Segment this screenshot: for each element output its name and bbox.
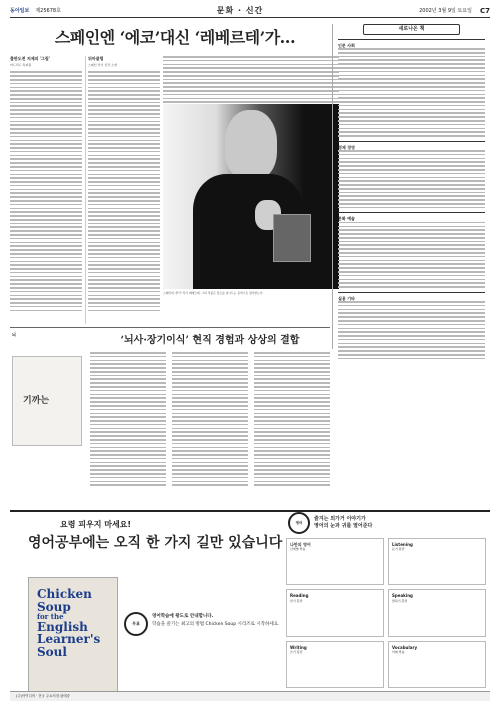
col1-body-text	[10, 71, 82, 311]
sidebar-category-economy: 경제 경영	[338, 141, 485, 150]
col1-byline: 마드리드 특파원	[10, 63, 32, 68]
col2-body-text	[88, 71, 160, 311]
paper-name: 동아일보	[10, 8, 30, 15]
ad-product-3: Reading 읽기 훈련	[286, 589, 384, 636]
sidebar-text-2	[338, 150, 485, 208]
masthead	[10, 6, 490, 18]
section-title: 문화 · 신간	[216, 6, 264, 16]
ad-offer-circle: 무료	[124, 612, 148, 636]
sidebar-text-1	[338, 48, 485, 137]
sidebar-text-4	[338, 301, 485, 359]
ad-right-circle: 영어	[288, 512, 310, 534]
new-books-sidebar	[332, 24, 485, 349]
headline: 스페인엔 ‘에코’대신 ‘레베르테’가…	[54, 28, 296, 47]
col3-top-text	[163, 56, 339, 111]
story2-col2	[172, 352, 248, 486]
sidebar-category-culture: 문화 예술	[338, 212, 485, 221]
ad-product-grid	[286, 538, 486, 688]
story2-headline: ‘뇌사·장기이식’ 현직 경험과 상상의 결합	[120, 335, 300, 346]
sidebar-category-humanities: 인문 사회	[338, 39, 485, 48]
ad-product-6: Vocabulary 어휘 학습	[388, 641, 486, 688]
story2	[10, 327, 330, 512]
story2-col3	[254, 352, 330, 486]
story1-col2	[88, 56, 160, 311]
sidebar-title: 새로나온 책	[363, 24, 460, 35]
ad-footer: (주)아이디어 · 전국 주요서점 판매중	[10, 691, 490, 701]
col2-byline: 스페인 작가 신작 소개	[88, 63, 117, 68]
main-area	[10, 20, 340, 324]
col2-subhead: 뒤마클럽	[88, 56, 104, 61]
ad-offer: 영어학습에 왕도로 안내합니다.	[152, 614, 214, 619]
ad-product-2: Listening 듣기 훈련	[388, 538, 486, 585]
ad-product-5: Writing 쓰기 훈련	[286, 641, 384, 688]
issue-number: 제25678호	[35, 8, 61, 15]
ad-right-title-1: 즐겨는 외가거 이야기가	[314, 516, 366, 522]
story1	[10, 56, 340, 324]
date: 2002년 3월 9일 토요일	[419, 8, 472, 15]
ad-book-title: Chicken Soup for the English Learner's Soul	[37, 587, 101, 659]
book-cover-title: 기까는	[23, 396, 50, 406]
story1-col3-top	[163, 56, 339, 111]
page-number: C7	[479, 6, 490, 15]
advertisement	[10, 510, 490, 707]
story2-label: 뇌	[12, 332, 16, 337]
author-photo	[163, 104, 339, 289]
ad-offer-2: 학습을 즐기는 최고의 방법 Chicken Soup 시리즈로 시작하세요.	[152, 622, 280, 627]
photo-caption: 스페인의 '추리' 작가 레베르테. 그의 작품은 장르를 넘나드는 문학으로 평가받는다.	[163, 291, 264, 295]
story1-col1	[10, 56, 82, 311]
sidebar-category-practical: 실용 기타	[338, 292, 485, 301]
ad-slogan-1: 요령 피우지 마세요!	[60, 520, 132, 529]
ad-right-title-2: 영어의 눈과 귀를 열어준다	[314, 523, 373, 529]
sidebar-text-3	[338, 222, 485, 288]
ad-product-4: Speaking 말하기 훈련	[388, 589, 486, 636]
story2-body	[90, 352, 330, 486]
ad-product-1: 나만의 영어 단계별 학습	[286, 538, 384, 585]
story2-col1	[90, 352, 166, 486]
ad-book-cover	[28, 577, 118, 692]
book-cover	[12, 356, 82, 446]
ad-slogan-2: 영어공부에는 오직 한 가지 길만 있습니다	[28, 535, 283, 551]
col1-subhead: 출판도전 저제의 '그림'	[10, 56, 51, 61]
